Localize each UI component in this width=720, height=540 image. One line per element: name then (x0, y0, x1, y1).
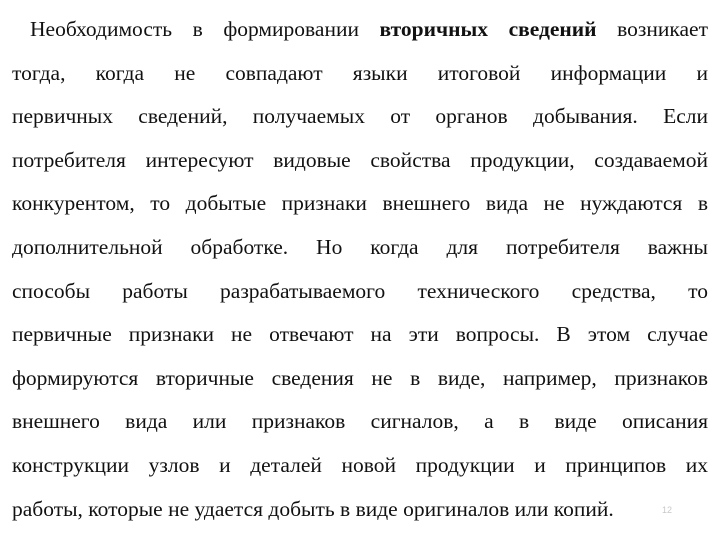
paragraph-line-12: работы, которые не удается добыть в виде оригиналов или копий. (12, 496, 614, 521)
paragraph-line-10: внешнего вида или признаков сигналов, а в виде описания (12, 409, 708, 434)
paragraph-line-6: дополнительной обработке. Но когда для потребителя важны (12, 234, 708, 259)
paragraph-line-7: способы работы разрабатываемого технического средства, то (12, 278, 708, 303)
page-number: 12 (662, 505, 673, 515)
paragraph-line-2: тогда, когда не совпадают языки итоговой информации и (12, 60, 708, 85)
paragraph-line-11: конструкции узлов и деталей новой продукции и принципов их (12, 452, 708, 477)
line-1-text-start: Необходимость в формировании (30, 17, 380, 41)
paragraph-line-4: потребителя интересуют видовые свойства продукции, создаваемой (12, 147, 708, 172)
paragraph-line-9: формируются вторичные сведения не в виде, например, признаков (12, 365, 708, 390)
paragraph-line-5: конкурентом, то добытые признаки внешнего вида не нуждаются в (12, 191, 708, 216)
bold-term: вторичных сведений (379, 17, 597, 41)
paragraph-line-1 (12, 8, 708, 52)
paragraph-line-8: первичные признаки не отвечают на эти вопросы. В этом случае (12, 322, 708, 347)
paragraph-line-3: первичных сведений, получаемых от органов добывания. Если (12, 104, 708, 129)
body-paragraph (12, 8, 708, 531)
line-1-text-end: возникает (596, 17, 708, 41)
